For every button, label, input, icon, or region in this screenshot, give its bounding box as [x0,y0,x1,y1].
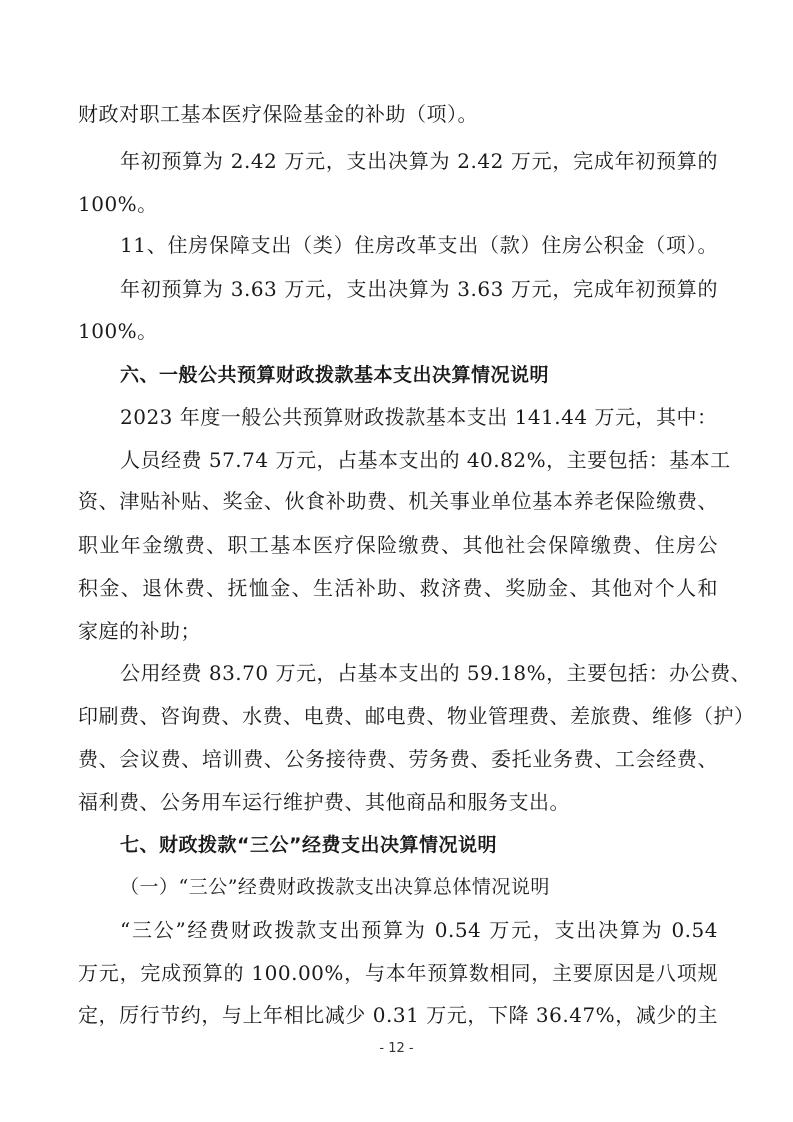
paragraph-line: 家庭的补助； [78,619,201,643]
paragraph-line: 资、津贴补贴、奖金、伙食补助费、机关事业单位基本养老保险缴费、 [78,489,718,513]
paragraph-line: 人员经费 57.74 万元，占基本支出的 40.82%，主要包括：基本工 [120,448,731,472]
page-number: - 12 - [379,1041,414,1056]
paragraph-line: 公用经费 83.70 万元，占基本支出的 59.18%，主要包括：办公费、 [120,661,752,685]
paragraph-line: 年初预算为 2.42 万元，支出决算为 2.42 万元，完成年初预算的 [120,149,718,173]
paragraph-line: 11、住房保障支出（类）住房改革支出（款）住房公积金（项）。 [120,233,718,257]
paragraph-line: 积金、退休费、抚恤金、生活补助、救济费、奖励金、其他对个人和 [78,576,718,600]
paragraph-line: 财政对职工基本医疗保险基金的补助（项）。 [78,102,478,126]
paragraph-line: 印刷费、咨询费、水费、电费、邮电费、物业管理费、差旅费、维修（护） [78,704,755,728]
paragraph-line: 年初预算为 3.63 万元，支出决算为 3.63 万元，完成年初预算的 [120,277,718,301]
paragraph-line: 2023 年度一般公共预算财政拨款基本支出 141.44 万元，其中： [120,405,718,429]
paragraph-line: 职业年金缴费、职工基本医疗保险缴费、其他社会保障缴费、住房公 [78,533,718,557]
subsection-heading: （一）“三公”经费财政拨款支出决算总体情况说明 [120,876,550,898]
paragraph-line: 100%。 [78,192,158,216]
paragraph-line: 100%。 [78,319,158,343]
paragraph-line: 福利费、公务用车运行维护费、其他商品和服务支出。 [78,790,570,814]
paragraph-line: 万元，完成预算的 100.00%，与本年预算数相同，主要原因是八项规 [78,961,718,985]
paragraph-line: “三公”经费财政拨款支出预算为 0.54 万元，支出决算为 0.54 [120,918,718,942]
paragraph-line: 费、会议费、培训费、公务接待费、劳务费、委托业务费、工会经费、 [78,747,718,771]
section-heading-six: 六、一般公共预算财政拨款基本支出决算情况说明 [120,364,550,386]
paragraph-line: 定，厉行节约，与上年相比减少 0.31 万元，下降 36.47%，减少的主 [78,1003,718,1027]
section-heading-seven: 七、财政拨款“三公”经费支出决算情况说明 [120,834,497,856]
